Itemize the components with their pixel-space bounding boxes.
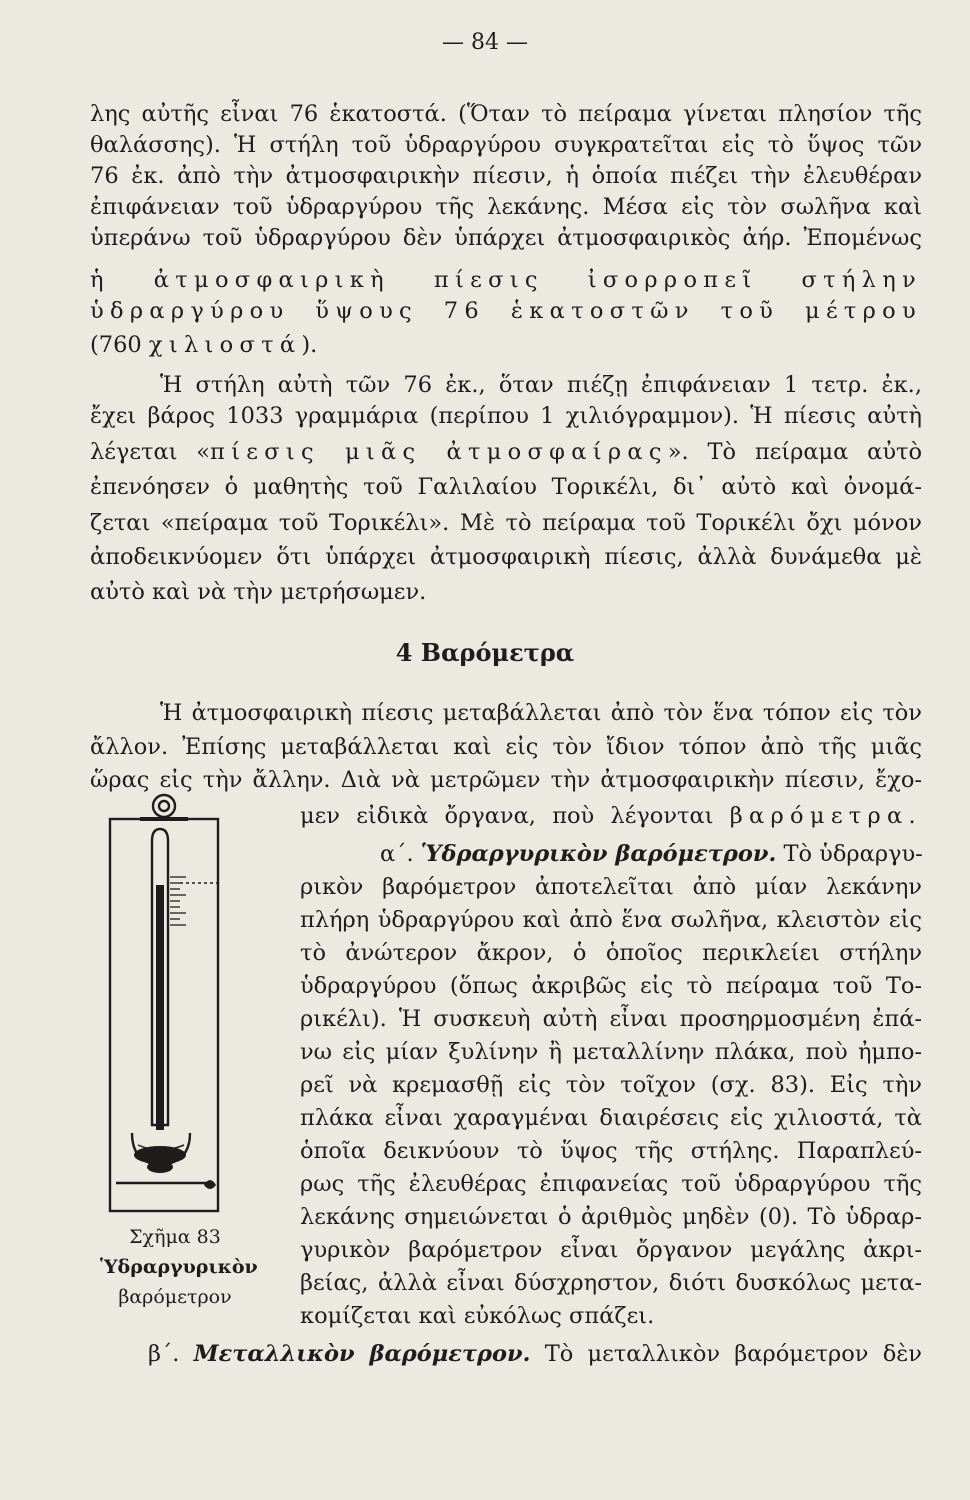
hanging-ring [153, 795, 175, 817]
text-line: ἐπενόησεν ὁ μαθητὴς τοῦ Γαλιλαίου Τορικέλι, δι᾽ αὐτὸ καὶ ὀνομά- [90, 474, 922, 500]
spaced-text-line: ὑδραργύρου ὕψους 76 ἑκατοστῶν τοῦ μέτρου [90, 298, 922, 324]
text-line: ἄλλον. Ἐπίσης μεταβάλλεται καὶ εἰς τὸν ἴδιον τόπον ἀπὸ τῆς μιᾶς [90, 734, 922, 760]
text-line: ἀποδεικνύομεν ὅτι ὑπάρχει ἀτμοσφαιρικὴ πίεσις, ἀλλὰ δυνάμεθα μὲ [90, 544, 922, 570]
text-line: αὐτὸ καὶ νὰ τὴν μετρήσωμεν. [90, 579, 427, 605]
section-title: 4 Βαρόμετρα [395, 638, 575, 667]
text-line: ὥρας εἰς τὴν ἄλλην. Διὰ νὰ μετρῶμεν τὴν ἀτμοσφαιρικὴν πίεσιν, ἔχο- [90, 767, 922, 793]
page-number: — 84 — [442, 30, 528, 55]
text-line: 76 ἐκ. ἀπὸ τὴν ἀτμοσφαιρικὴν πίεσιν, ἡ ὁποία πιέζει τὴν ἐλευθέραν [90, 163, 922, 189]
text-fragment: Τὸ μεταλλικὸν βαρόμετρον δὲν [530, 1341, 922, 1367]
spaced-fragment: χιλιοστά [148, 332, 302, 358]
text-line: θαλάσσης). Ἡ στήλη τοῦ ὑδραργύρου συγκρατεῖται εἰς τὸ ὕψος τῶν [90, 132, 922, 158]
text-line [90, 331, 922, 359]
figure-caption-number: Σχῆμα 83 [129, 1226, 221, 1248]
text-line: λης αὐτῆς εἶναι 76 ἑκατοστά. (Ὅταν τὸ πείραμα γίνεται πλησίον τῆς [90, 101, 922, 127]
text-line: ρικέλι). Ἡ συσκευὴ αὐτὴ εἶναι προσηρμοσμένη ἐπά- [300, 1006, 922, 1032]
text-line: βείας, ἀλλὰ εἶναι δύσχρηστον, διότι δυσκόλως μετα- [300, 1270, 922, 1296]
scale-ticks [170, 877, 186, 925]
text-fragment: μεν εἰδικὰ ὄργανα, ποὺ λέγονται [300, 803, 730, 829]
text-line: ρως τῆς ἐλευθέρας ἐπιφανείας τοῦ ὑδραργύρου τῆς [300, 1171, 922, 1197]
text-line [148, 1340, 922, 1368]
subsection-label: β΄. [148, 1341, 194, 1367]
text-line: ρικὸν βαρόμετρον ἀποτελεῖται ἀπὸ μίαν λεκάνην [300, 874, 922, 900]
spaced-fragment: βαρόμετρα. [729, 803, 922, 829]
text-line: πλήρη ὑδραργύρου καὶ ἀπὸ ἕνα σωλῆνα, κλειστὸν εἰς [300, 907, 922, 933]
text-fragment: ». Τὸ πείραμα αὐτὸ [667, 439, 922, 465]
text-line: νω εἰς μίαν ξυλίνην ἢ μεταλλίνην πλάκα, ποὺ ἠμπο- [300, 1039, 922, 1065]
mercury-column [156, 885, 164, 1130]
text-line [380, 840, 922, 868]
text-line: ἔχει βάρος 1033 γραμμάρια (περίπου 1 χιλιόγραμμον). Ἡ πίεσις αὐτὴ [90, 403, 922, 429]
subsection-title: Μεταλλικὸν βαρόμετρον. [193, 1341, 531, 1367]
text-line: τὸ ἀνώτερον ἄκρον, ὁ ὁποῖος περικλείει στήλην [300, 940, 922, 966]
figure-caption-title: Ὑδραργυρικὸν [100, 1256, 258, 1278]
text-fragment: (760 [90, 332, 149, 358]
subsection-title: Ὑδραργυρικὸν βαρόμετρον. [420, 841, 777, 867]
text-line [90, 438, 922, 466]
text-line: ζεται «πείραμα τοῦ Τορικέλι». Μὲ τὸ πείραμα τοῦ Τορικέλι ὄχι μόνον [90, 510, 922, 536]
text-line: ὁποῖα δεικνύουν τὸ ὕψος τῆς στήλης. Παραπλεύ- [300, 1138, 922, 1164]
text-line: ρεῖ νὰ κρεμασθῇ εἰς τὸν τοῖχον (σχ. 83). Εἰς τὴν [300, 1072, 922, 1098]
text-line [300, 802, 922, 830]
text-line: ἐπιφάνειαν τοῦ ὑδραργύρου τῆς λεκάνης. Μέσα εἰς τὸν σωλῆνα καὶ [90, 194, 922, 220]
spaced-text-line: ἡ ἀτμοσφαιρικὴ πίεσις ἰσορροπεῖ στήλην [90, 267, 922, 293]
text-line: Ἡ ἀτμοσφαιρικὴ πίεσις μεταβάλλεται ἀπὸ τὸν ἕνα τόπον εἰς τὸν [160, 700, 922, 726]
text-line: κομίζεται καὶ εὐκόλως σπάζει. [300, 1303, 655, 1329]
subsection-label: α΄. [380, 841, 421, 867]
mercury-in-basin [134, 1146, 186, 1173]
text-line: γυρικὸν βαρόμετρον εἶναι ὄργανον μεγάλης ἀκρι- [300, 1237, 922, 1263]
figure-caption-title: βαρόμετρον [118, 1286, 232, 1308]
text-line: πλάκα εἶναι χαραγμέναι διαιρέσεις εἰς χιλιοστά, τὰ [300, 1105, 922, 1131]
text-line: λεκάνης σημειώνεται ὁ ἀριθμὸς μηδὲν (0). Τὸ ὑδραρ- [300, 1204, 922, 1230]
text-fragment: λέγεται « [90, 439, 211, 465]
text-line: ὑπεράνω τοῦ ὑδραργύρου δὲν ὑπάρχει ἀτμοσφαιρικὸς ἀήρ. Ἐπομένως [90, 225, 922, 251]
text-line: Ἡ στήλη αὐτὴ τῶν 76 ἐκ., ὅταν πιέζῃ ἐπιφάνειαν 1 τετρ. ἐκ., [160, 372, 922, 398]
barometer-figure [108, 793, 234, 1213]
text-line: ὑδραργύρου (ὅπως ἀκριβῶς εἰς τὸ πείραμα τοῦ Το- [300, 973, 922, 999]
spaced-fragment: πίεσις μιᾶς ἀτμοσφαίρας [210, 439, 668, 465]
text-fragment: Τὸ ὑδραργυ- [776, 841, 923, 867]
text-fragment: ). [301, 332, 318, 358]
